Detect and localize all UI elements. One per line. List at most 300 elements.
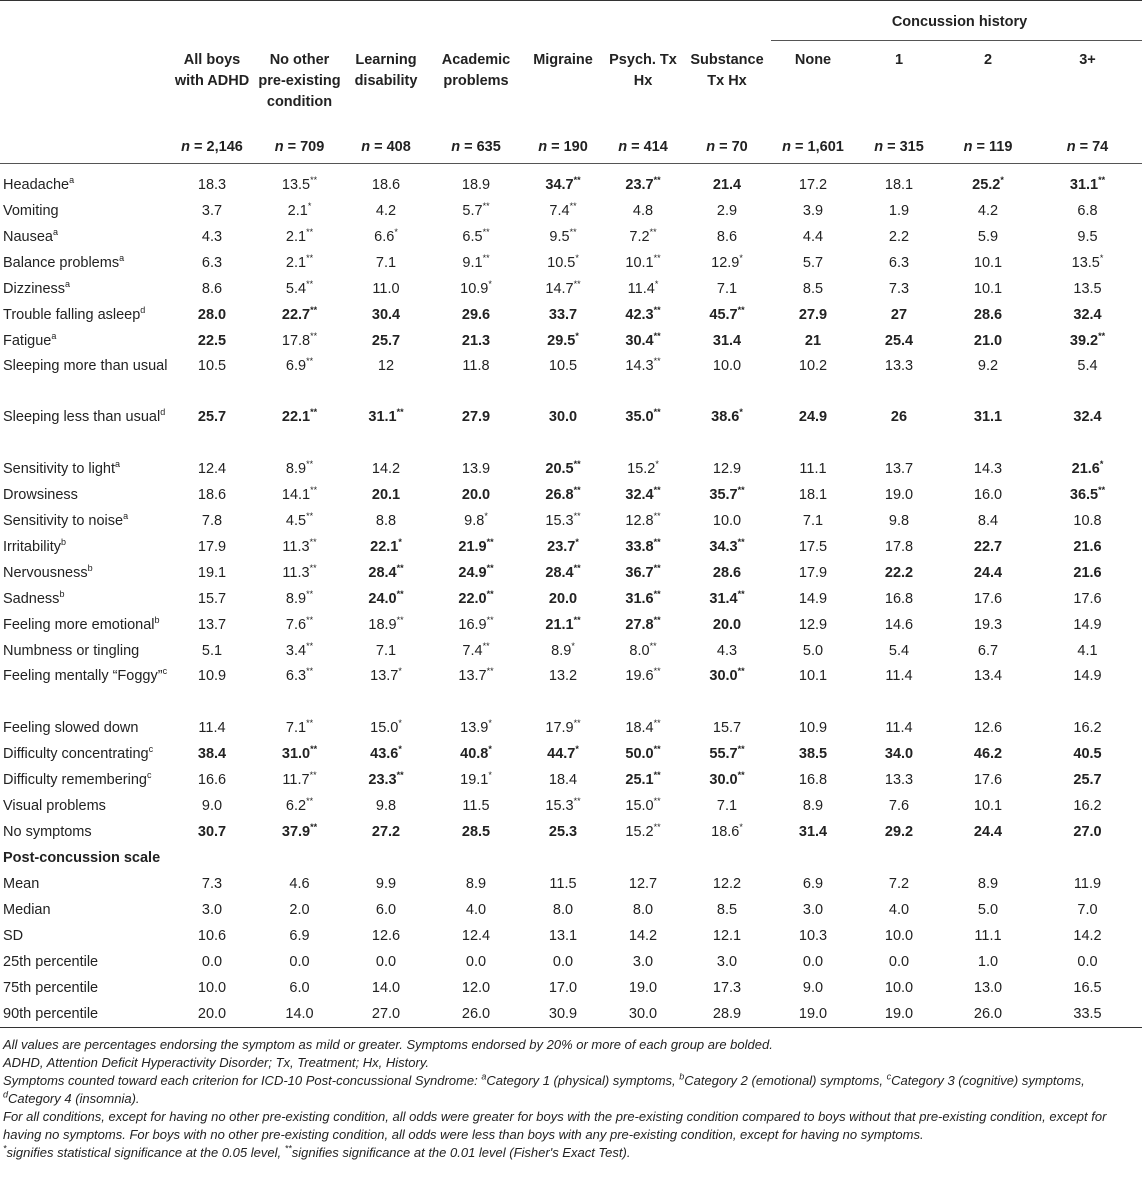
scale-row xyxy=(0,871,1142,897)
scale-row xyxy=(0,897,1142,923)
table-cell: 10.1 xyxy=(973,798,1003,814)
table-cell: 38.6* xyxy=(711,407,743,425)
table-cell: 22.1** xyxy=(281,407,318,425)
table-cell: 1.9 xyxy=(888,203,910,219)
table-cell: 11.4 xyxy=(885,720,913,736)
table-cell: 9.0 xyxy=(201,798,223,814)
table-cell: 22.5 xyxy=(197,333,227,349)
table-cell: 13.1 xyxy=(548,928,578,944)
table-cell: 21.1** xyxy=(545,615,581,633)
table-cell: 29.5* xyxy=(547,331,579,349)
table-cell: 25.7 xyxy=(1073,772,1102,788)
table-cell: 17.2 xyxy=(798,177,828,193)
table-cell: 3.0 xyxy=(632,954,654,970)
table-cell: 5.0 xyxy=(977,902,999,918)
sample-size-row xyxy=(0,130,1142,164)
table-cell: 15.0* xyxy=(370,718,402,736)
table-cell: 7.4** xyxy=(549,201,577,219)
row-label: Visual problems xyxy=(3,797,106,814)
table-cell: 7.6 xyxy=(888,798,910,814)
table-cell: 4.1 xyxy=(1077,643,1098,659)
table-row xyxy=(0,302,1142,328)
table-row xyxy=(0,715,1142,741)
sample-size-8: n = 315 xyxy=(855,130,943,164)
table-cell: 44.7* xyxy=(547,744,579,762)
table-cell: 31.6** xyxy=(625,589,661,607)
table-cell: 12.4 xyxy=(461,928,491,944)
sample-size-10: n = 74 xyxy=(1033,130,1142,164)
table-cell: 13.7 xyxy=(884,461,914,477)
table-row xyxy=(0,819,1142,845)
table-cell: 27.8** xyxy=(625,615,661,633)
table-cell: 16.2 xyxy=(1073,720,1102,736)
row-label: Difficulty concentrating$^c$ xyxy=(3,743,154,762)
footnotes xyxy=(0,1028,1142,1162)
table-cell: 18.6 xyxy=(371,177,401,193)
table-cell: 5.4 xyxy=(888,643,910,659)
table-cell: 10.2 xyxy=(798,358,828,374)
table-cell: 8.9* xyxy=(551,641,575,659)
table-cell: 9.8 xyxy=(375,798,397,814)
scale-row xyxy=(0,975,1142,1001)
table-cell: 31.4 xyxy=(712,333,742,349)
table-cell: 25.7 xyxy=(197,409,227,425)
table-cell: 10.8 xyxy=(1073,513,1102,529)
table-cell: 6.0 xyxy=(289,980,310,996)
group-header-1: No other pre-existing condition xyxy=(258,51,341,110)
table-row xyxy=(0,276,1142,302)
sample-size-0: n = 2,146 xyxy=(168,130,256,164)
row-label: 90th percentile xyxy=(0,1001,168,1028)
table-cell: 38.5 xyxy=(798,746,828,762)
table-cell: 14.3** xyxy=(625,356,661,374)
table-cell: 45.7** xyxy=(709,305,745,323)
table-cell: 21.9** xyxy=(458,537,494,555)
table-cell: 12.6 xyxy=(973,720,1003,736)
table-cell: 34.7** xyxy=(545,175,581,193)
table-cell: 24.0** xyxy=(368,589,404,607)
table-cell: 22.1* xyxy=(370,537,402,555)
table-cell: 14.1** xyxy=(281,485,318,503)
table-cell: 13.7 xyxy=(197,617,227,633)
table-cell: 16.8 xyxy=(884,591,914,607)
table-cell: 12.9 xyxy=(712,461,742,477)
row-label: Drowsiness xyxy=(3,486,78,503)
table-cell: 30.0** xyxy=(709,666,745,684)
table-cell: 9.0 xyxy=(802,980,824,996)
table-cell: 6.9 xyxy=(289,928,310,944)
table-cell: 8.9 xyxy=(977,876,999,892)
sample-size-3: n = 635 xyxy=(429,130,523,164)
table-cell: 12.4 xyxy=(197,461,227,477)
table-cell: 15.7 xyxy=(197,591,227,607)
table-cell: 4.4 xyxy=(802,229,824,245)
table-cell: 13.4 xyxy=(973,668,1003,684)
table-cell: 13.7* xyxy=(370,666,402,684)
table-cell: 9.9 xyxy=(375,876,397,892)
table-cell: 8.9** xyxy=(285,589,314,607)
table-cell: 19.3 xyxy=(973,617,1003,633)
row-label: SD xyxy=(3,927,24,944)
table-row xyxy=(0,405,1142,456)
table-cell: 22.0** xyxy=(458,589,494,607)
table-cell: 31.0** xyxy=(281,744,318,762)
table-cell: 14.9 xyxy=(798,591,828,607)
table-cell: 10.3 xyxy=(798,928,828,944)
table-cell: 3.7 xyxy=(201,203,223,219)
table-cell: 11.9 xyxy=(1073,876,1102,892)
table-cell: 3.0 xyxy=(716,954,738,970)
row-label: Dizziness$^a$ xyxy=(3,278,71,297)
row-label: Feeling more emotional$^b$ xyxy=(3,614,160,633)
table-body xyxy=(0,172,1142,1028)
group-header-2: Learning disability xyxy=(354,51,418,89)
table-cell: 27.0 xyxy=(343,1001,429,1028)
table-cell: 15.2** xyxy=(625,822,661,840)
table-cell: 24.9 xyxy=(798,409,828,425)
table-cell: 8.0** xyxy=(629,641,657,659)
table-cell: 30.0 xyxy=(548,409,578,425)
table-cell: 26.0 xyxy=(429,1001,523,1028)
table-row xyxy=(0,767,1142,793)
table-cell: 31.1** xyxy=(1069,175,1106,193)
table-cell: 17.6 xyxy=(973,591,1003,607)
table-cell: 17.8** xyxy=(281,331,318,349)
table-cell: 20.0 xyxy=(712,617,742,633)
table-cell: 19.0 xyxy=(628,980,658,996)
table-cell: 20.1 xyxy=(371,487,401,503)
table-cell: 25.1** xyxy=(625,770,661,788)
table-cell: 7.0 xyxy=(1077,902,1098,918)
table-cell: 17.9 xyxy=(197,539,227,555)
table-cell: 6.2** xyxy=(285,796,314,814)
table-cell: 28.0 xyxy=(197,307,227,323)
table-cell: 15.7 xyxy=(712,720,742,736)
group-header-5: Psych. Tx Hx xyxy=(609,51,677,89)
table-cell: 4.8 xyxy=(632,203,654,219)
table-cell: 21.3 xyxy=(461,333,491,349)
sample-size-5: n = 414 xyxy=(603,130,683,164)
row-label: Vomiting xyxy=(3,202,59,219)
table-cell: 10.9 xyxy=(197,668,227,684)
table-row xyxy=(0,586,1142,612)
table-cell: 55.7** xyxy=(709,744,745,762)
table-cell: 30.4** xyxy=(625,331,661,349)
table-cell: 12.9 xyxy=(798,617,828,633)
table-cell: 12.7 xyxy=(628,876,658,892)
table-cell: 33.7 xyxy=(548,307,578,323)
table-cell: 11.8 xyxy=(462,358,490,374)
table-cell: 12 xyxy=(377,358,395,374)
table-cell: 23.7* xyxy=(547,537,579,555)
table-cell: 7.3 xyxy=(201,876,223,892)
table-cell: 39.2** xyxy=(1069,331,1106,349)
group-header-row xyxy=(0,41,1142,131)
group-header-4: Migraine xyxy=(533,51,593,68)
table-cell: 6.5** xyxy=(462,227,490,245)
table-cell: 27.9 xyxy=(461,409,491,425)
table-cell: 4.5** xyxy=(285,511,314,529)
table-cell: 43.6* xyxy=(370,744,402,762)
table-cell: 13.5** xyxy=(281,175,318,193)
row-label: Irritability$^b$ xyxy=(3,536,67,555)
table-cell: 4.2 xyxy=(375,203,397,219)
table-cell: 6.6* xyxy=(374,227,398,245)
table-cell: 7.1 xyxy=(716,798,738,814)
table-cell: 19.0 xyxy=(855,1001,943,1028)
table-cell: 8.9 xyxy=(465,876,487,892)
table-cell: 11.4 xyxy=(198,720,226,736)
table-cell: 18.9** xyxy=(368,615,404,633)
table-cell: 6.9 xyxy=(802,876,824,892)
table-cell: 11.0 xyxy=(372,281,400,297)
table-cell: 5.1 xyxy=(201,643,223,659)
table-cell: 32.4 xyxy=(1073,409,1102,425)
table-cell: 25.7 xyxy=(371,333,401,349)
row-label: Sleeping less than usual$^d$ xyxy=(3,407,166,425)
table-cell: 8.9 xyxy=(802,798,824,814)
footnote-2: ADHD, Attention Deficit Hyperactivity Disorder; Tx, Treatment; Hx, History. xyxy=(3,1055,429,1070)
table-cell: 26.0 xyxy=(943,1001,1033,1028)
table-cell: 6.3 xyxy=(888,255,910,271)
table-row xyxy=(0,250,1142,276)
table-cell: 12.6 xyxy=(371,928,401,944)
table-cell: 7.1 xyxy=(802,513,824,529)
table-cell: 7.1 xyxy=(375,255,397,271)
table-cell: 35.0** xyxy=(625,407,661,425)
table-cell: 11.4* xyxy=(627,279,659,297)
table-cell: 9.2 xyxy=(977,358,999,374)
table-cell: 14.9 xyxy=(1073,668,1102,684)
table-cell: 31.4** xyxy=(709,589,745,607)
table-cell: 0.0 xyxy=(289,954,310,970)
table-cell: 14.6 xyxy=(884,617,914,633)
scale-row xyxy=(0,923,1142,949)
table-cell: 20.5** xyxy=(545,459,581,477)
table-cell: 11.1 xyxy=(799,461,827,477)
table-cell: 31.1** xyxy=(368,407,404,425)
table-cell: 2.1** xyxy=(285,253,314,271)
table-cell: 27.0 xyxy=(1073,824,1102,840)
table-cell: 9.1** xyxy=(462,253,490,271)
table-cell: 22.2 xyxy=(884,565,914,581)
table-cell: 14.9 xyxy=(1073,617,1102,633)
table-cell: 25.2* xyxy=(972,175,1004,193)
row-label: Trouble falling asleep$^d$ xyxy=(3,304,146,323)
table-cell: 30.9 xyxy=(523,1001,603,1028)
table-cell: 13.3 xyxy=(884,358,914,374)
table-cell: 6.3 xyxy=(201,255,223,271)
table-row xyxy=(0,198,1142,224)
table-cell: 27.2 xyxy=(371,824,401,840)
table-cell: 16.2 xyxy=(1073,798,1102,814)
table-cell: 16.5 xyxy=(1073,980,1102,996)
table-row xyxy=(0,224,1142,250)
table-row xyxy=(0,354,1142,405)
sample-size-4: n = 190 xyxy=(523,130,603,164)
table-cell: 18.4 xyxy=(548,772,578,788)
table-cell: 7.2 xyxy=(888,876,910,892)
table-cell: 7.1 xyxy=(375,643,397,659)
table-cell: 4.2 xyxy=(977,203,999,219)
table-cell: 4.3 xyxy=(716,643,738,659)
table-cell: 2.1* xyxy=(287,201,312,219)
table-cell: 17.8 xyxy=(884,539,914,555)
footnote-4: For all conditions, except for having no other pre-existing condition, all odds were greater for boys with the pre-existing condition compared to boys without that pre-existing condition, except for having no symptoms. For boys with no other pre-existing condition, all odds were less than boys with any pre-existing condition, except for having no symptoms. xyxy=(3,1109,1107,1142)
sample-size-2: n = 408 xyxy=(343,130,429,164)
scale-row xyxy=(0,949,1142,975)
table-cell: 14.3 xyxy=(973,461,1003,477)
table-cell: 12.9* xyxy=(711,253,743,271)
table-cell: 28.5 xyxy=(461,824,491,840)
table-cell: 12.8** xyxy=(625,511,661,529)
table-cell: 28.6 xyxy=(712,565,742,581)
footnote-5: *signifies statistical significance at the 0.05 level, **signifies significance at the 0.01 level (Fisher's Exact Test). xyxy=(3,1143,631,1160)
table-cell: 19.0 xyxy=(884,487,914,503)
row-label: Balance problems$^a$ xyxy=(3,252,125,271)
table-cell: 6.3** xyxy=(285,666,314,684)
table-cell: 8.9** xyxy=(285,459,314,477)
table-cell: 9.8 xyxy=(888,513,910,529)
table-cell: 3.4** xyxy=(285,641,314,659)
table-cell: 8.4 xyxy=(977,513,999,529)
table-cell: 13.9* xyxy=(460,718,492,736)
table-cell: 18.6 xyxy=(197,487,227,503)
row-label: Nervousness$^b$ xyxy=(3,562,93,581)
table-cell: 21.6* xyxy=(1071,459,1104,477)
table-cell: 29.6 xyxy=(461,307,491,323)
table-cell: 4.0 xyxy=(465,902,487,918)
table-cell: 36.5** xyxy=(1069,485,1106,503)
table-cell: 14.2 xyxy=(1073,928,1102,944)
table-cell: 7.1** xyxy=(285,718,314,736)
row-label: Numbness or tingling xyxy=(3,642,140,659)
table-cell: 11.3** xyxy=(282,537,317,555)
table-cell: 22.7 xyxy=(973,539,1003,555)
table-cell: 20.0 xyxy=(548,591,578,607)
sample-size-7: n = 1,601 xyxy=(771,130,855,164)
table-cell: 28.6 xyxy=(973,307,1003,323)
footnote-3: Symptoms counted toward each criterion for ICD-10 Post-concussional Syndrome: $^a$Category 1 (physical) symptoms, $^b$Category 2 (emotional) symptoms, $^c$Category 3 (cognitive) symptoms, $^d$Category 4 (insomnia). xyxy=(3,1071,1085,1106)
table-cell: 33.5 xyxy=(1033,1001,1142,1028)
footnote-1: All values are percentages endorsing the symptom as mild or greater. Symptoms endorsed by 20% or more of each group are bolded. xyxy=(3,1037,773,1052)
row-label: Sensitivity to light$^a$ xyxy=(3,458,121,477)
table-cell: 15.3** xyxy=(545,511,581,529)
table-cell: 6.7 xyxy=(977,643,999,659)
table-cell: 2.9 xyxy=(716,203,738,219)
table-cell: 11.5 xyxy=(462,798,490,814)
table-cell: 28.4** xyxy=(545,563,581,581)
table-cell: 30.7 xyxy=(197,824,227,840)
table-cell: 10.5 xyxy=(197,358,227,374)
table-row xyxy=(0,534,1142,560)
table-row xyxy=(0,482,1142,508)
table-cell: 7.6** xyxy=(285,615,314,633)
table-cell: 4.0 xyxy=(888,902,910,918)
table-cell: 25.3 xyxy=(548,824,578,840)
table-cell: 3.9 xyxy=(802,203,824,219)
row-label: Feeling mentally “Foggy”$^c$ xyxy=(3,666,168,684)
table-cell: 16.8 xyxy=(798,772,828,788)
row-label: Sleeping more than usual xyxy=(3,358,168,374)
table-cell: 9.8* xyxy=(464,511,488,529)
table-cell: 17.5 xyxy=(798,539,828,555)
table-cell: 34.3** xyxy=(709,537,745,555)
table-cell: 38.4 xyxy=(197,746,227,762)
table-cell: 21.4 xyxy=(712,177,742,193)
table-cell: 14.0 xyxy=(256,1001,343,1028)
table-cell: 5.9 xyxy=(977,229,999,245)
table-cell: 0.0 xyxy=(201,954,223,970)
table-cell: 2.0 xyxy=(289,902,310,918)
scale-row xyxy=(0,1001,1142,1028)
row-label: 25th percentile xyxy=(3,953,99,970)
table-cell: 10.5 xyxy=(548,358,578,374)
table-cell: 8.8 xyxy=(375,513,397,529)
table-cell: 27 xyxy=(890,307,908,323)
row-label: Feeling slowed down xyxy=(3,719,139,736)
table-cell: 13.9 xyxy=(461,461,491,477)
group-header-6: Substance Tx Hx xyxy=(690,51,764,89)
table-cell: 28.4** xyxy=(368,563,404,581)
table-row xyxy=(0,328,1142,354)
table-cell: 5.4** xyxy=(285,279,314,297)
table-cell: 11.4 xyxy=(885,668,913,684)
table-cell: 18.1 xyxy=(884,177,914,193)
table-cell: 10.1 xyxy=(973,255,1003,271)
table-cell: 17.9** xyxy=(545,718,581,736)
table-cell: 8.0 xyxy=(632,902,654,918)
scale-section-title: Post-concussion scale xyxy=(3,850,161,866)
table-cell: 13.0 xyxy=(973,980,1003,996)
table-cell: 9.5** xyxy=(549,227,577,245)
table-cell: 16.6 xyxy=(197,772,227,788)
group-header-9: 2 xyxy=(983,52,993,68)
table-cell: 20.0 xyxy=(461,487,491,503)
row-label: No symptoms xyxy=(3,823,92,840)
table-cell: 6.0 xyxy=(375,902,397,918)
group-header-3: Academic problems xyxy=(441,51,511,89)
row-label: Mean xyxy=(3,875,40,892)
table-cell: 18.4** xyxy=(625,718,661,736)
table-row xyxy=(0,456,1142,482)
table-cell: 6.9** xyxy=(285,356,314,374)
table-cell: 2.2 xyxy=(888,229,910,245)
table-cell: 21.6 xyxy=(1073,539,1102,555)
table-cell: 14.0 xyxy=(371,980,401,996)
group-header-10: 3+ xyxy=(1079,52,1096,68)
table-cell: 10.1 xyxy=(798,668,828,684)
table-cell: 3.0 xyxy=(802,902,824,918)
table-cell: 10.0 xyxy=(884,928,914,944)
table-row xyxy=(0,664,1142,715)
table-row xyxy=(0,560,1142,586)
table-cell: 3.0 xyxy=(201,902,223,918)
row-label: Fatigue$^a$ xyxy=(3,330,57,349)
table-cell: 15.2* xyxy=(627,459,659,477)
table-cell: 0.0 xyxy=(465,954,487,970)
table-cell: 13.5* xyxy=(1071,253,1104,271)
table-cell: 11.5 xyxy=(549,876,577,892)
table-cell: 8.6 xyxy=(716,229,738,245)
table-cell: 15.3** xyxy=(545,796,581,814)
group-header-0: All boys with ADHD xyxy=(174,51,250,89)
table-cell: 10.0 xyxy=(712,513,742,529)
table-row xyxy=(0,612,1142,638)
table-cell: 22.7** xyxy=(281,305,318,323)
table-cell: 17.6 xyxy=(1073,591,1102,607)
table-cell: 5.0 xyxy=(802,643,824,659)
